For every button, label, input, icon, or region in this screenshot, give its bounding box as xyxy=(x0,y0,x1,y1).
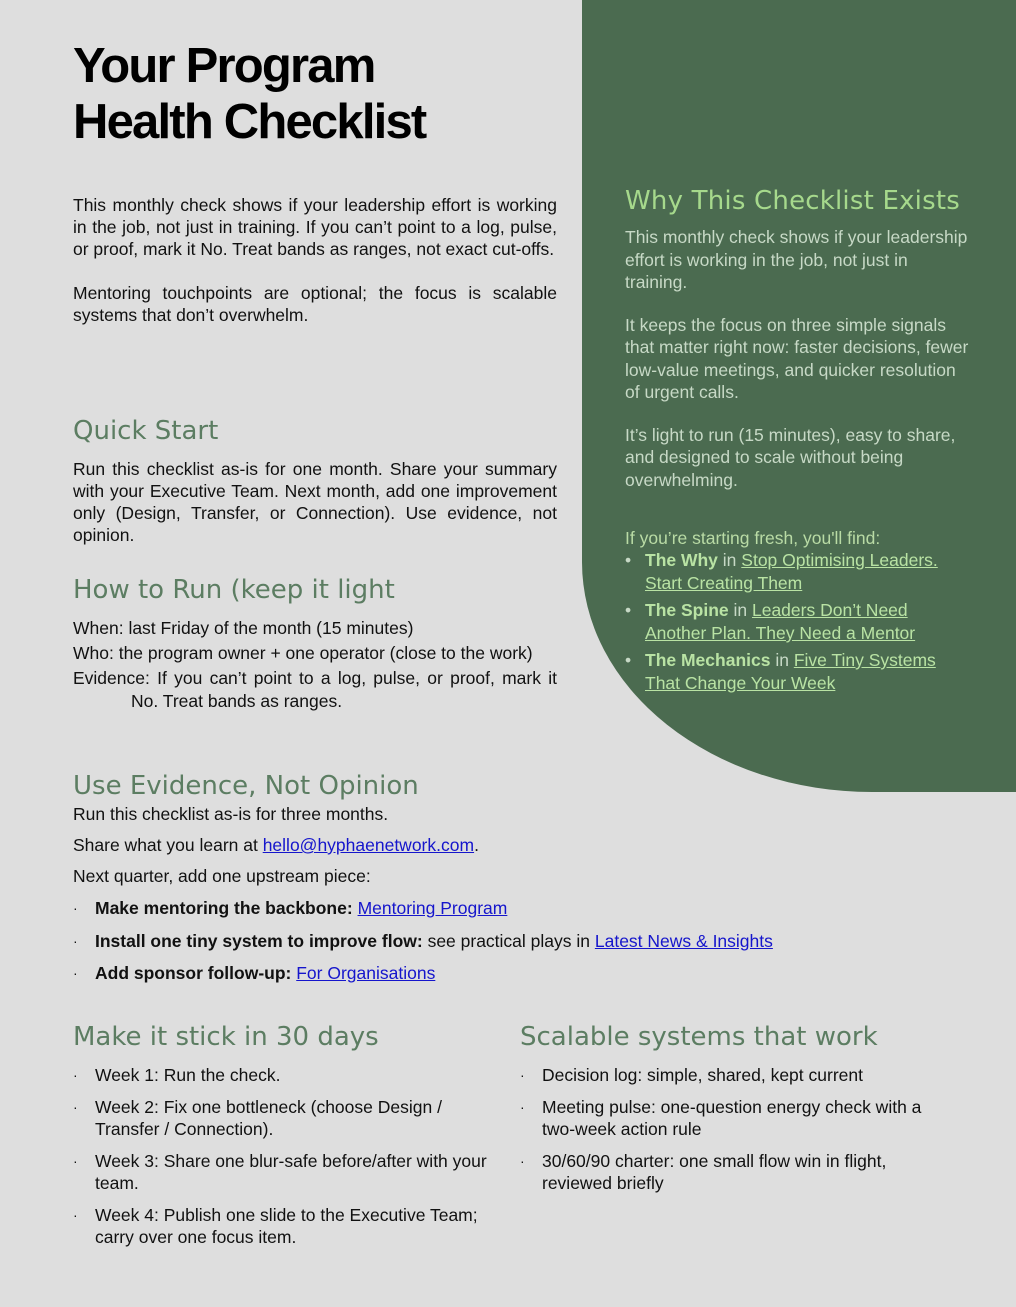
panel-link-label: The Mechanics xyxy=(645,650,771,670)
how-to-run-heading: How to Run (keep it light xyxy=(73,575,395,605)
make-it-stick-section xyxy=(73,1022,498,1249)
email-link[interactable]: hello@hyphaenetwork.com xyxy=(262,835,475,855)
scalable-systems-section xyxy=(520,1022,950,1195)
stick-list xyxy=(73,1064,498,1249)
evidence-line-2: Share what you learn at hello@hyphaenetwork.com. xyxy=(73,835,479,855)
bullet-icon: • xyxy=(625,600,632,620)
article-link-mechanics[interactable]: Five Tiny Systems That Change Your Week xyxy=(645,650,936,693)
scalable-systems-heading: Scalable systems that work xyxy=(520,1022,878,1052)
list-item: · Decision log: simple, shared, kept current xyxy=(520,1065,863,1085)
intro-paragraph-1: This monthly check shows if your leadership effort is working in the job, not just in training. If you can’t point to a log, pulse, or proof, mark it No. Treat bands as ranges, not exact cut-offs. xyxy=(73,195,557,259)
quick-start-heading: Quick Start xyxy=(73,416,219,446)
panel-link-item: • The Mechanics in Five Tiny Systems That Change Your Week xyxy=(625,650,936,693)
systems-list xyxy=(520,1064,950,1195)
list-item: · Meeting pulse: one-question energy check with a two-week action rule xyxy=(520,1096,922,1139)
evidence-line-3: Next quarter, add one upstream piece: xyxy=(73,866,371,886)
evidence-line-1: Run this checklist as-is for three months. xyxy=(73,804,389,824)
intro-paragraph-2: Mentoring touchpoints are optional; the focus is scalable systems that don’t overwhelm. xyxy=(73,283,557,325)
list-item: · Week 4: Publish one slide to the Executive Team; carry over one focus item. xyxy=(73,1204,478,1247)
when-line: When: last Friday of the month (15 minutes) xyxy=(73,618,414,638)
use-evidence-heading: Use Evidence, Not Opinion xyxy=(73,771,419,801)
how-to-run-section xyxy=(73,575,557,715)
bullet-icon: • xyxy=(625,550,632,570)
panel-paragraph-3: It’s light to run (15 minutes), easy to share, and designed to scale without being overwhelming. xyxy=(625,424,956,490)
list-item: · Make mentoring the backbone: Mentoring Program xyxy=(73,898,508,918)
quick-start-body: Run this checklist as-is for one month. Share your summary with your Executive Team. Next month, add one improvement only (Design, Transfer, or Connection). Use evidence, not opinion. xyxy=(73,459,557,545)
panel-link-item: • The Why in Stop Optimising Leaders. Start Creating Them xyxy=(625,550,938,593)
list-item: · 30/60/90 charter: one small flow win in flight, reviewed briefly xyxy=(520,1150,887,1193)
panel-link-list xyxy=(625,549,970,695)
list-item: · Add sponsor follow-up: For Organisations xyxy=(73,963,436,983)
article-link-why[interactable]: Stop Optimising Leaders. Start Creating Them xyxy=(645,550,938,593)
who-line: Who: the program owner + one operator (close to the work) xyxy=(73,643,533,663)
evidence-line: Evidence: If you can’t point to a log, pulse, or proof, mark it No. Treat bands as ranges. xyxy=(73,668,557,711)
panel-link-item: • The Spine in Leaders Don’t Need Another Plan. They Need a Mentor xyxy=(625,600,916,643)
quick-start-section xyxy=(73,416,557,546)
make-it-stick-heading: Make it stick in 30 days xyxy=(73,1022,379,1052)
upstream-list xyxy=(73,897,933,985)
panel-link-label: The Why xyxy=(645,550,718,570)
for-organisations-link[interactable]: For Organisations xyxy=(296,963,436,983)
list-item: · Week 2: Fix one bottleneck (choose Design / Transfer / Connection). xyxy=(73,1096,442,1139)
panel-paragraph-2: It keeps the focus on three simple signals that matter right now: faster decisions, fewer low-value meetings, and quicker resolution of urgent calls. xyxy=(625,314,969,402)
panel-intro: If you’re starting fresh, you'll find: xyxy=(625,528,881,548)
article-link-spine[interactable]: Leaders Don’t Need Another Plan. They Need a Mentor xyxy=(645,600,916,643)
info-panel-content xyxy=(625,186,970,699)
mentoring-program-link[interactable]: Mentoring Program xyxy=(357,898,508,918)
list-item: · Week 3: Share one blur-safe before/after with your team. xyxy=(73,1150,487,1193)
panel-heading: Why This Checklist Exists xyxy=(625,186,960,216)
list-item: · Install one tiny system to improve flow: see practical plays in Latest News & Insights xyxy=(73,930,773,951)
use-evidence-section xyxy=(73,771,933,985)
panel-paragraph-1: This monthly check shows if your leadership effort is working in the job, not just in training. xyxy=(625,227,968,292)
page-title: Your Program Health Checklist xyxy=(73,39,426,149)
news-insights-link[interactable]: Latest News & Insights xyxy=(594,930,773,951)
panel-link-label: The Spine xyxy=(645,600,729,620)
list-item: · Week 1: Run the check. xyxy=(73,1065,281,1085)
bullet-icon: • xyxy=(625,650,632,670)
info-panel xyxy=(582,0,1016,792)
intro-section xyxy=(73,194,557,326)
